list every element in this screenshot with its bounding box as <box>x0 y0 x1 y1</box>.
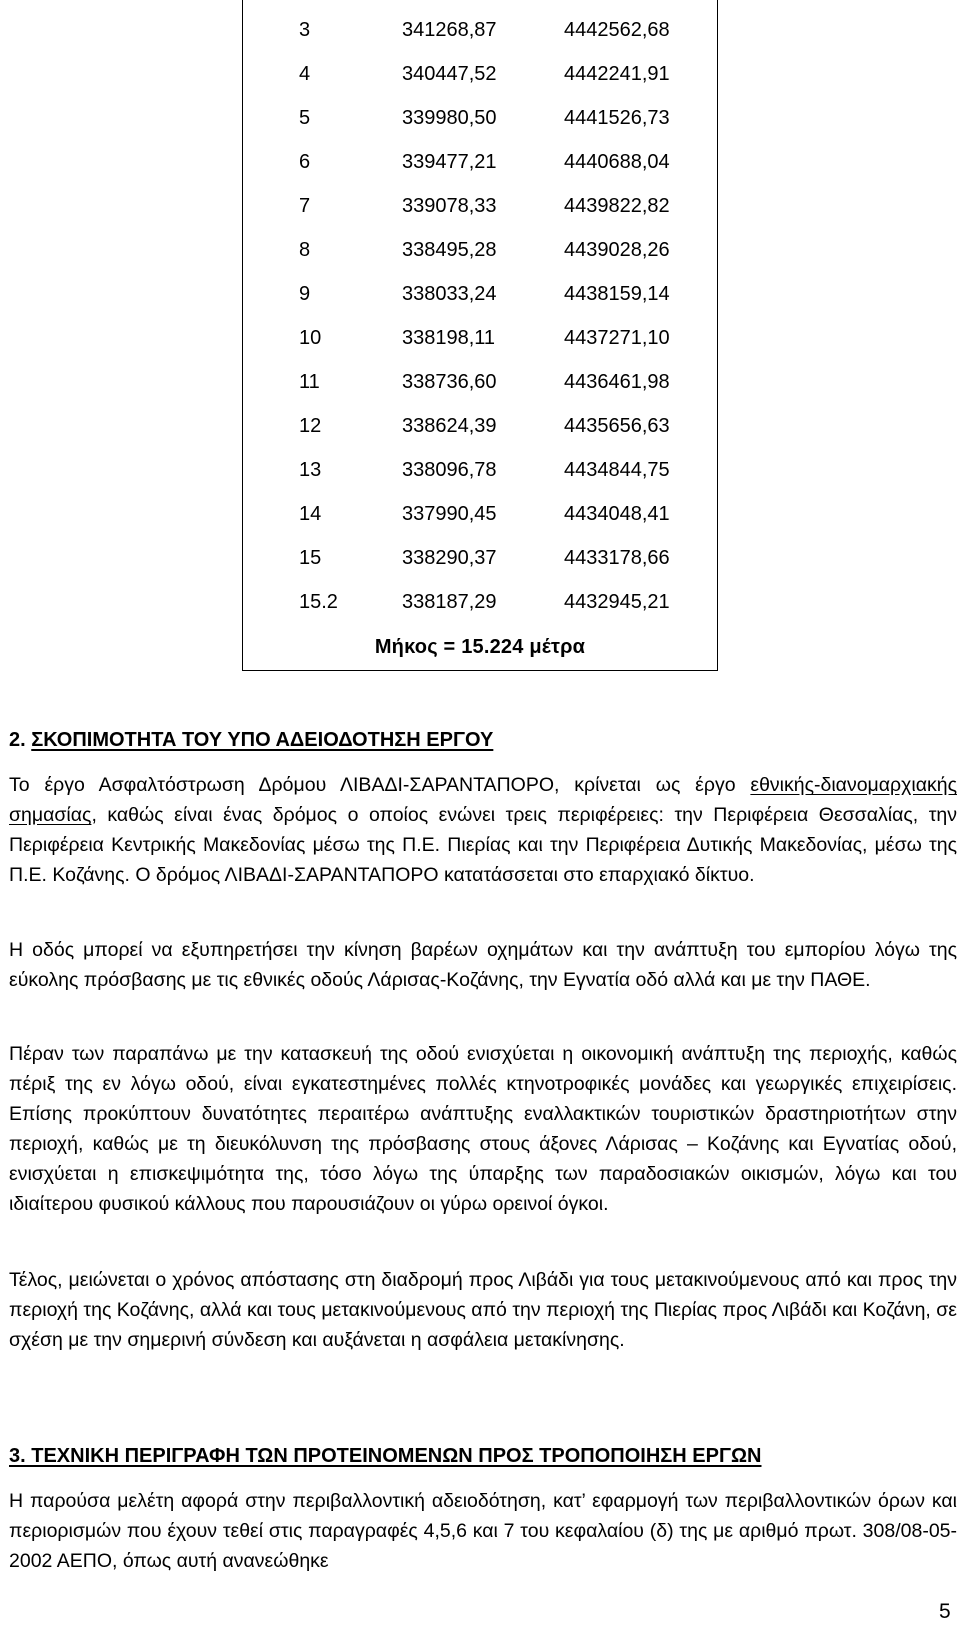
table-row <box>243 492 717 536</box>
table-row <box>243 316 717 360</box>
point-id: 15.2 <box>299 591 338 613</box>
x-coordinate: 339477,21 <box>402 151 497 173</box>
paragraph-text: Το έργο Ασφαλτόστρωση Δρόμου ΛΙΒΑΔΙ-ΣΑΡΑΝΤΑΠΟΡΟ, κρίνεται ως έργο <box>9 774 751 796</box>
point-id: 10 <box>299 327 322 349</box>
x-coordinate: 340447,52 <box>402 63 497 85</box>
y-coordinate: 4441526,73 <box>564 107 670 129</box>
table-row <box>243 580 717 624</box>
page-number: 5 <box>939 1600 951 1623</box>
point-id: 14 <box>299 503 322 525</box>
y-coordinate: 4434048,41 <box>564 503 670 525</box>
point-id: 11 <box>299 371 320 393</box>
y-coordinate: 4436461,98 <box>564 371 670 393</box>
x-coordinate: 338290,37 <box>402 547 497 569</box>
coordinates-table <box>242 0 718 671</box>
x-coordinate: 338495,28 <box>402 239 497 261</box>
section-2-paragraph-1 <box>9 770 957 890</box>
x-coordinate: 338096,78 <box>402 459 497 481</box>
y-coordinate: 4440688,04 <box>564 151 670 173</box>
route-length-label: Μήκος = 15.224 μέτρα <box>374 636 586 658</box>
point-id: 4 <box>299 63 311 85</box>
point-id: 6 <box>299 151 311 173</box>
point-id: 5 <box>299 107 311 129</box>
y-coordinate: 4433178,66 <box>564 547 670 569</box>
table-row <box>243 272 717 316</box>
x-coordinate: 341268,87 <box>402 19 497 41</box>
point-id: 3 <box>299 19 311 41</box>
x-coordinate: 338033,24 <box>402 283 497 305</box>
y-coordinate: 4432945,21 <box>564 591 670 613</box>
table-row <box>243 360 717 404</box>
x-coordinate: 338198,11 <box>402 327 496 349</box>
x-coordinate: 338624,39 <box>402 415 497 437</box>
section-3-heading <box>9 1442 761 1470</box>
y-coordinate: 4435656,63 <box>564 415 670 437</box>
y-coordinate: 4434844,75 <box>564 459 670 481</box>
section-2-paragraph-3: Πέραν των παραπάνω με την κατασκευή της οδού ενισχύεται η οικονομική ανάπτυξη της περιοχής, καθώς πέριξ της εν λόγω οδού, είναι εγκατεστημένες πολλές κτηνοτροφικές μονάδες και γεωργικές επιχειρίσεις. Επίσης προκύπτουν δυνατότητες περαιτέρω ανάπτυξης εναλλακτικών τουριστικών δραστηριοτήτων στην περιοχή, καθώς με τη διευκόλυνση της πρόσβασης στους άξονες Λάρισας – Κοζάνης και Εγνατίας οδού, ενισχύεται η επισκεψιμότητα της, τόσο λόγω της ύπαρξης των παραδοσιακών οικισμών, λόγω και του ιδιαίτερου φυσικού κάλλους που παρουσιάζουν οι γύρω ορεινοί όγκοι. <box>9 1043 957 1215</box>
table-row <box>243 404 717 448</box>
y-coordinate: 4439822,82 <box>564 195 670 217</box>
paragraph-text: , καθώς είναι ένας δρόμος ο οποίος ενώνει τρεις περιφέρειες: την Περιφέρεια Θεσσαλίας, την Περιφέρεια Κεντρικής Μακεδονίας μέσω της Π.Ε. Πιερίας και την Περιφέρεια Δυτικής Μακεδονίας, μέσω της Π.Ε. Κοζάνης. Ο δρόμος ΛΙΒΑΔΙ-ΣΑΡΑΝΤΑΠΟΡΟ κατατάσσεται στο επαρχιακό δίκτυο. <box>9 804 957 886</box>
x-coordinate: 339980,50 <box>402 107 497 129</box>
section-3-title: 3. ΤΕΧΝΙΚΗ ΠΕΡΙΓΡΑΦΗ ΤΩΝ ΠΡΟΤΕΙΝΟΜΕΝΩΝ ΠΡΟΣ ΤΡΟΠΟΠΟΙΗΣΗ ΕΡΓΩΝ <box>9 1445 762 1467</box>
x-coordinate: 338736,60 <box>402 371 497 393</box>
point-id: 8 <box>299 239 311 261</box>
section-2-heading <box>9 726 493 754</box>
table-row <box>243 8 717 52</box>
x-coordinate: 338187,29 <box>402 591 497 613</box>
y-coordinate: 4437271,10 <box>564 327 670 349</box>
table-row <box>243 96 717 140</box>
point-id: 12 <box>299 415 322 437</box>
table-row <box>243 52 717 96</box>
table-row <box>243 140 717 184</box>
table-row <box>243 448 717 492</box>
x-coordinate: 337990,45 <box>402 503 497 525</box>
y-coordinate: 4442241,91 <box>564 63 670 85</box>
x-coordinate: 339078,33 <box>402 195 497 217</box>
section-3-paragraph-1: Η παρούσα μελέτη αφορά στην περιβαλλοντική αδειοδότηση, κατ’ εφαρμογή των περιβαλλοντικών όρων και περιορισμών που έχουν τεθεί στις παραγραφές 4,5,6 και 7 του κεφαλαίου (δ) της με αριθμό πρωτ. 308/08-05-2002 ΑΕΠΟ, όπως αυτή ανανεώθηκε <box>9 1490 957 1572</box>
y-coordinate: 4439028,26 <box>564 239 670 261</box>
table-row <box>243 228 717 272</box>
point-id: 7 <box>299 195 311 217</box>
table-row <box>243 536 717 580</box>
point-id: 9 <box>299 283 311 305</box>
section-2-paragraph-2: Η οδός μπορεί να εξυπηρετήσει την κίνηση βαρέων οχημάτων και την ανάπτυξη του εμπορίου λόγω της εύκολης πρόσβασης με τις εθνικές οδούς Λάρισας-Κοζάνης, την Εγνατία οδό αλλά και με την ΠΑΘΕ. <box>9 939 957 991</box>
section-2-title: ΣΚΟΠΙΜΟΤΗΤΑ ΤΟΥ ΥΠΟ ΑΔΕΙΟΔΟΤΗΣΗ ΕΡΓΟΥ <box>31 729 494 751</box>
y-coordinate: 4442562,68 <box>564 19 670 41</box>
point-id: 15 <box>299 547 322 569</box>
y-coordinate: 4438159,14 <box>564 283 670 305</box>
table-row <box>243 184 717 228</box>
underlined-phrase: εθνικής-διανομαρχιακής σημασίας <box>9 774 957 826</box>
point-id: 13 <box>299 459 322 481</box>
section-2-paragraph-4: Τέλος, μειώνεται ο χρόνος απόστασης στη διαδρομή προς Λιβάδι για τους μετακινούμενους από και προς την περιοχή της Κοζάνης, αλλά και τους μετακινούμενους από την περιοχή της Πιερίας προς Λιβάδι και Κοζάνη, σε σχέση με την σημερινή σύνδεση και αυξάνεται η ασφάλεια μετακίνησης. <box>9 1269 957 1351</box>
section-2-number: 2. <box>9 729 32 751</box>
